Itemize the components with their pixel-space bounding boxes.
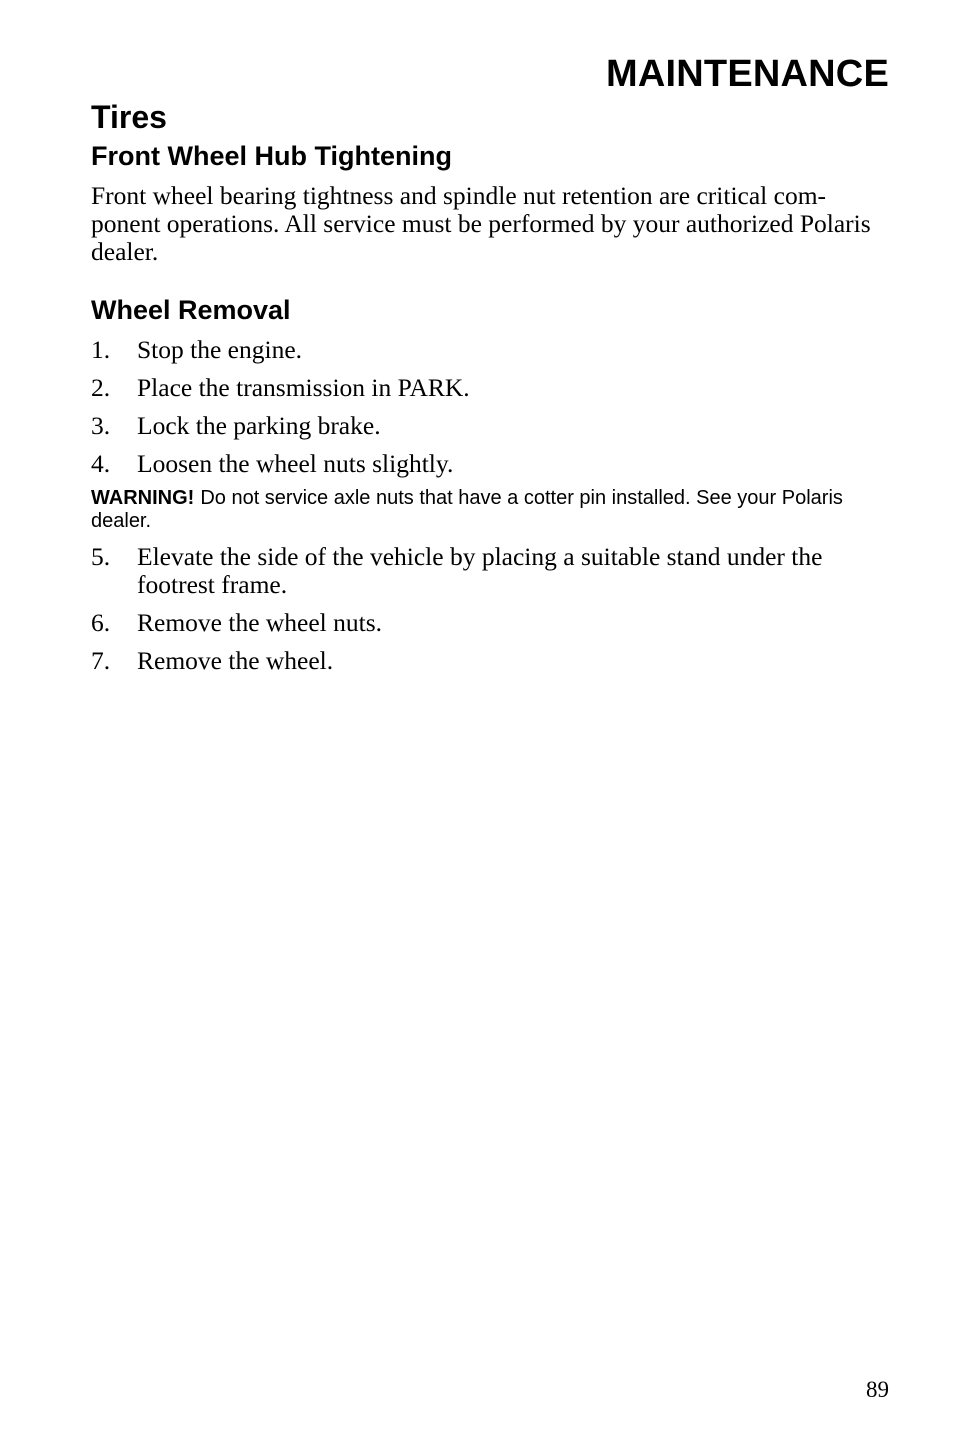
list-item xyxy=(91,543,891,599)
warning-note xyxy=(91,487,891,533)
step-number: 5. xyxy=(91,542,111,571)
step-text: Remove the wheel. xyxy=(137,646,334,675)
warning-label: WARNING! xyxy=(91,487,195,509)
step-number: 2. xyxy=(91,373,111,402)
list-item xyxy=(91,412,891,440)
step-text: Elevate the side of the vehicle by placing a suitable stand under the footrest frame. xyxy=(137,542,823,599)
list-item xyxy=(91,374,891,402)
wheel-removal-heading: Wheel Removal xyxy=(91,295,291,325)
step-text: Stop the engine. xyxy=(137,335,303,364)
chapter-title: MAINTENANCE xyxy=(606,53,889,95)
list-item xyxy=(91,609,891,637)
step-number: 6. xyxy=(91,608,111,637)
section-title: Tires xyxy=(91,99,167,135)
list-item xyxy=(91,450,891,478)
list-item xyxy=(91,647,891,675)
step-number: 4. xyxy=(91,449,111,478)
manual-page xyxy=(91,0,889,1454)
step-number: 1. xyxy=(91,335,111,364)
step-text: Remove the wheel nuts. xyxy=(137,608,383,637)
hub-tightening-paragraph: Front wheel bearing tightness and spindle nut retention are critical com-ponent operations. All service must be performed by your authorized Polaris dealer. xyxy=(91,181,871,266)
step-text: Loosen the wheel nuts slightly. xyxy=(137,449,454,478)
page-number: 89 xyxy=(866,1377,889,1402)
step-text: Place the transmission in PARK. xyxy=(137,373,470,402)
hub-tightening-heading: Front Wheel Hub Tightening xyxy=(91,141,452,171)
step-number: 7. xyxy=(91,646,111,675)
step-number: 3. xyxy=(91,411,111,440)
list-item xyxy=(91,336,891,364)
warning-text: Do not service axle nuts that have a cotter pin installed. See your Polaris dealer. xyxy=(91,487,843,532)
step-text: Lock the parking brake. xyxy=(137,411,381,440)
